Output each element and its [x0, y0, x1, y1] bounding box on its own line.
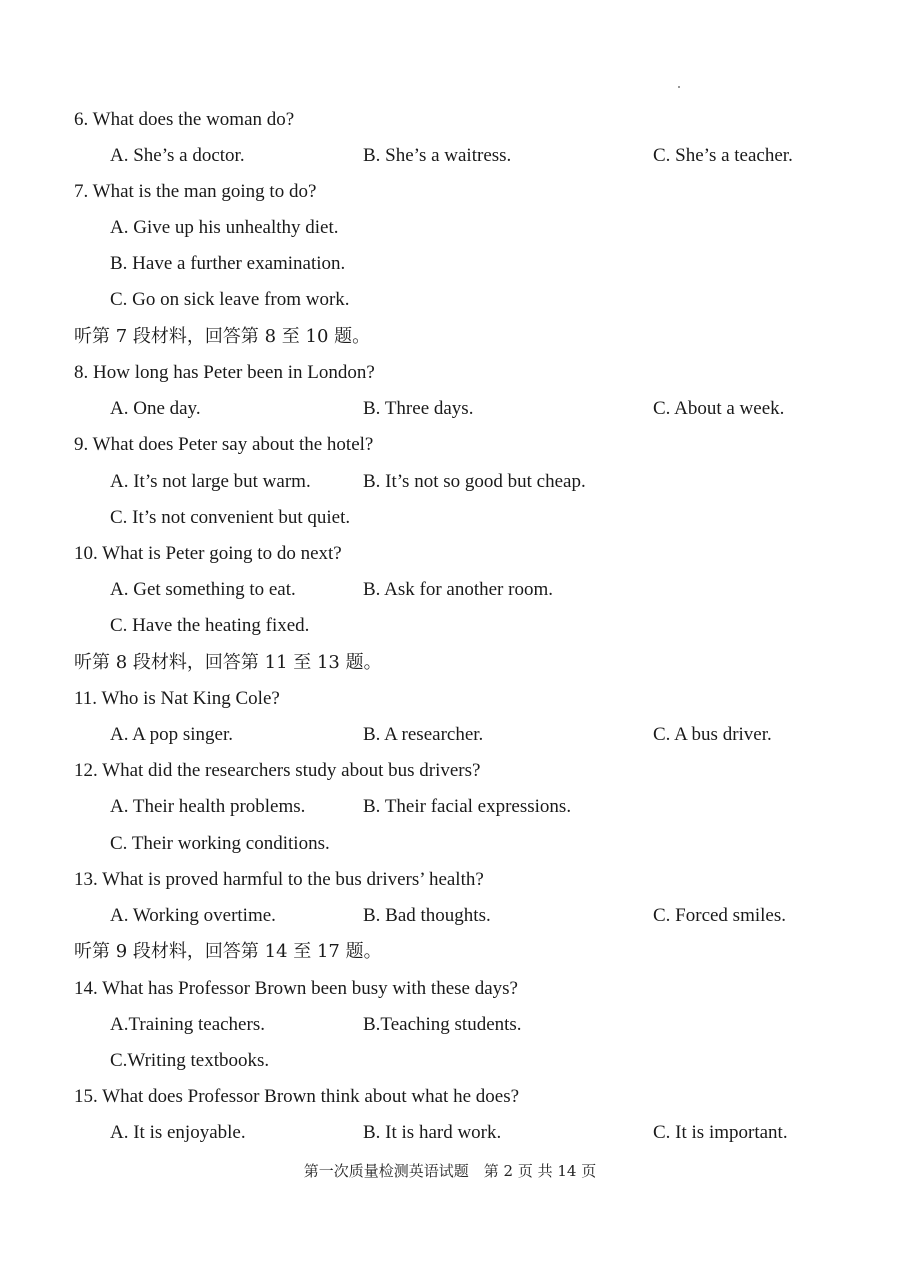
question-6-option-a: A. She’s a doctor.: [110, 145, 245, 166]
question-10-option-c: C. Have the heating fixed.: [110, 615, 310, 636]
question-7-stem: 7. What is the man going to do?: [74, 181, 317, 202]
page-footer: 第一次质量检测英语试题 第 2 页 共 14 页: [303, 1162, 597, 1180]
question-14-option-b: B.Teaching students.: [363, 1014, 522, 1035]
question-11-option-c: C. A bus driver.: [653, 724, 772, 745]
question-11-option-a: A. A pop singer.: [110, 724, 233, 745]
question-15-option-c: C. It is important.: [653, 1122, 788, 1143]
question-7-option-a: A. Give up his unhealthy diet.: [110, 217, 339, 238]
question-12-option-c: C. Their working conditions.: [110, 833, 330, 854]
question-6-option-b: B. She’s a waitress.: [363, 145, 512, 166]
question-13-stem: 13. What is proved harmful to the bus drivers’ health?: [74, 869, 484, 890]
question-8-option-c: C. About a week.: [653, 398, 785, 419]
question-13-option-c: C. Forced smiles.: [653, 905, 786, 926]
question-9-option-b: B. It’s not so good but cheap.: [363, 471, 586, 492]
question-15-option-b: B. It is hard work.: [363, 1122, 502, 1143]
question-13-option-a: A. Working overtime.: [110, 905, 276, 926]
question-12-stem: 12. What did the researchers study about bus drivers?: [74, 760, 481, 781]
question-14-option-a: A.Training teachers.: [110, 1014, 265, 1035]
question-6-stem: 6. What does the woman do?: [74, 109, 295, 130]
question-9-option-c: C. It’s not convenient but quiet.: [110, 507, 351, 528]
question-15-option-a: A. It is enjoyable.: [110, 1122, 246, 1143]
question-8-stem: 8. How long has Peter been in London?: [74, 362, 375, 383]
question-9-option-a: A. It’s not large but warm.: [110, 471, 311, 492]
question-12-option-b: B. Their facial expressions.: [363, 796, 572, 817]
question-10-option-b: B. Ask for another room.: [363, 579, 553, 600]
question-8-option-a: A. One day.: [110, 398, 201, 419]
section-heading-8: 听第 8 段材料，回答第 11 至 13 题。: [74, 652, 382, 673]
question-15-stem: 15. What does Professor Brown think about what he does?: [74, 1086, 520, 1107]
question-14-stem: 14. What has Professor Brown been busy with these days?: [74, 978, 518, 999]
question-12-option-a: A. Their health problems.: [110, 796, 306, 817]
question-7-option-c: C. Go on sick leave from work.: [110, 289, 350, 310]
question-10-option-a: A. Get something to eat.: [110, 579, 296, 600]
question-10-stem: 10. What is Peter going to do next?: [74, 543, 342, 564]
question-13-option-b: B. Bad thoughts.: [363, 905, 491, 926]
question-8-option-b: B. Three days.: [363, 398, 474, 419]
scan-speck: [678, 86, 680, 88]
question-11-option-b: B. A researcher.: [363, 724, 484, 745]
question-7-option-b: B. Have a further examination.: [110, 253, 346, 274]
question-6-option-c: C. She’s a teacher.: [653, 145, 793, 166]
section-heading-7: 听第 7 段材料，回答第 8 至 10 题。: [74, 326, 371, 347]
question-14-option-c: C.Writing textbooks.: [110, 1050, 270, 1071]
question-9-stem: 9. What does Peter say about the hotel?: [74, 434, 374, 455]
question-11-stem: 11. Who is Nat King Cole?: [74, 688, 280, 709]
section-heading-9: 听第 9 段材料，回答第 14 至 17 题。: [74, 941, 382, 962]
